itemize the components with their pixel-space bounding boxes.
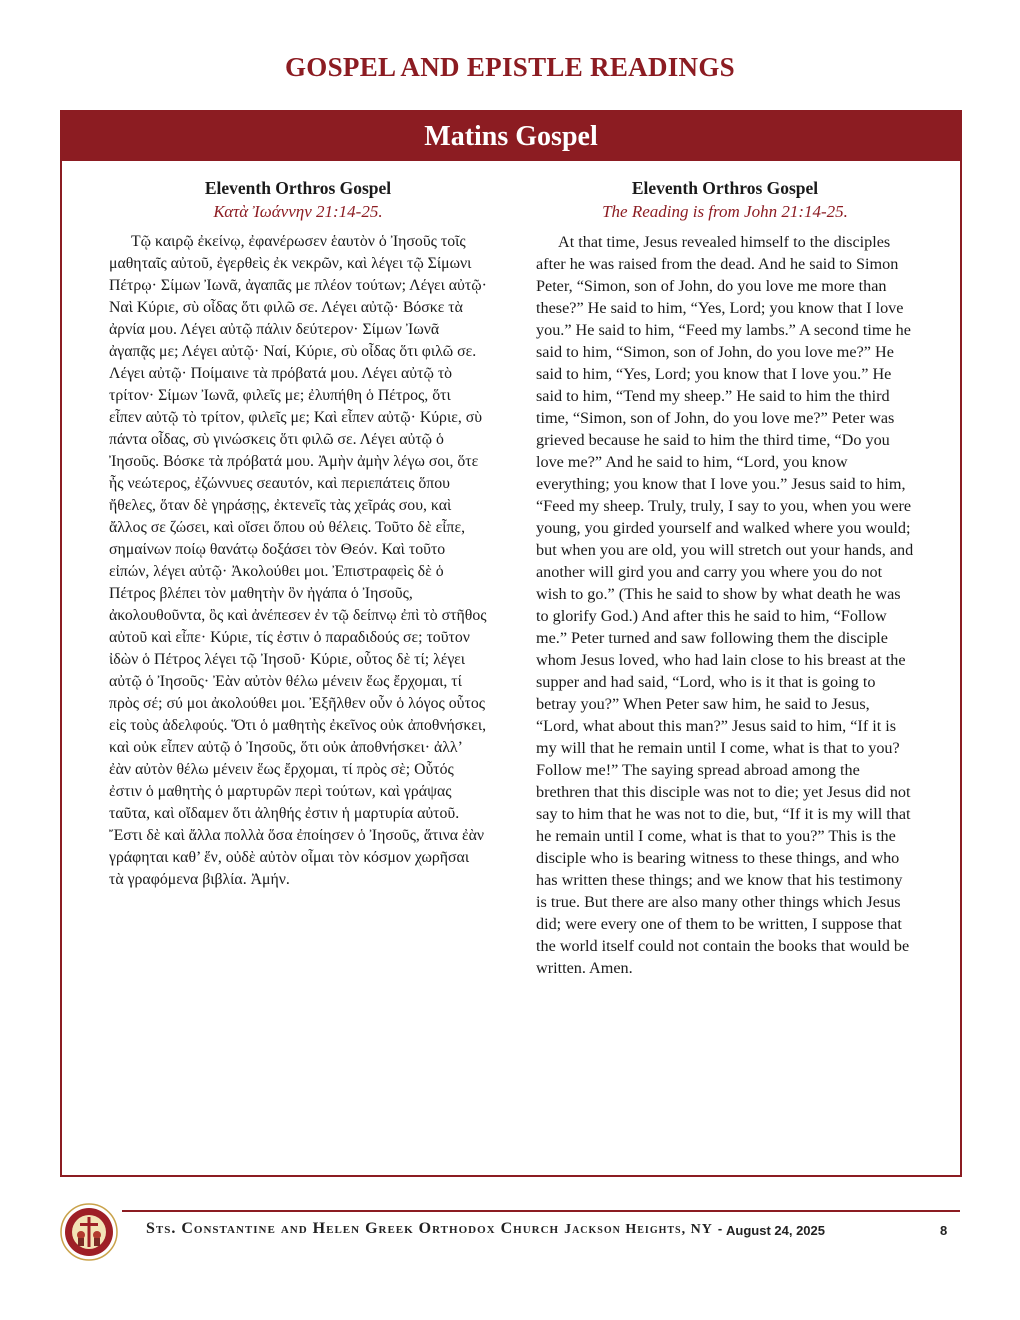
greek-heading: Eleventh Orthros Gospel bbox=[204, 178, 392, 198]
section-banner: Matins Gospel bbox=[62, 112, 960, 161]
church-seal-icon bbox=[60, 1203, 118, 1261]
english-heading: Eleventh Orthros Gospel bbox=[631, 178, 819, 198]
footer-city: Jackson Heights, NY bbox=[564, 1222, 713, 1237]
greek-reference: Κατὰ Ἰωάννην 21:14-25. bbox=[213, 202, 383, 221]
footer-church-name bbox=[146, 1220, 723, 1238]
greek-column bbox=[109, 176, 487, 891]
footer-rule bbox=[122, 1210, 960, 1212]
footer-date: August 24, 2025 bbox=[726, 1223, 825, 1238]
matins-gospel-section bbox=[60, 110, 962, 1177]
english-column bbox=[536, 176, 914, 979]
greek-text: Τῷ καιρῷ ἐκείνῳ, ἐφανέρωσεν ἑαυτὸν ὁ Ἰησοῦς τοῖς μαθηταῖς αὐτοῦ, ἐγερθεὶς ἐκ νεκρῶν, καὶ λέγει τῷ Σίμωνι Πέτρῳ· Σίμων Ἰωνᾶ, ἀγαπᾶς με πλέον τούτων; Λέγει αὐτῷ· Ναὶ Κύριε, σὺ οἶδας ὅτι φιλῶ σε. Λέγει αὐτῷ· Βόσκε τὰ ἀρνία μου. Λέγει αὐτῷ πάλιν δεύτερον· Σίμων Ἰωνᾶ ἀγαπᾷς με; Λέγει αὐτῷ· Ναί, Κύριε, σὺ οἶδας ὅτι φιλῶ σε. Λέγει αὐτῷ· Ποίμαινε τὰ πρόβατά μου. Λέγει αὐτῷ τὸ τρίτον· Σίμων Ἰωνᾶ, φιλεῖς με; ἐλυπήθη ὁ Πέτρος, ὅτι εἶπεν αὐτῷ τὸ τρίτον, φιλεῖς με; Καὶ εἶπεν αὐτῷ· Κύριε, σὺ πάντα οἶδας, σὺ γινώσκεις ὅτι φιλῶ σε. Λέγει αὐτῷ ὁ Ἰησοῦς. Βόσκε τὰ πρόβατά μου. Ἀμὴν ἀμὴν λέγω σοι, ὅτε ἦς νεώτερος, ἐζώννυες σεαυτόν, καὶ περιεπάτεις ὅπου ἤθελες, ὅταν δὲ γηράσῃς, ἐκτενεῖς τὰς χεῖράς σου, καὶ ἄλλος σε ζώσει, καὶ οἴσει ὅπου οὐ θέλεις. Τοῦτο δὲ εἶπε, σημαίνων ποίῳ θανάτῳ δοξάσει τὸν Θεόν. Καὶ τοῦτο εἰπών, λέγει αὐτῷ· Ἀκολούθει μοι. Ἐπιστραφεὶς δὲ ὁ Πέτρος βλέπει τὸν μαθητὴν ὃν ἠγάπα ὁ Ἰησοῦς, ἀκολουθοῦντα, ὃς καὶ ἀνέπεσεν ἐν τῷ δείπνῳ ἐπὶ τὸ στῆθος αὐτοῦ καὶ εἶπε· Κύριε, τίς ἐστιν ὁ παραδιδούς σε; τοῦτον ἰδὼν ὁ Πέτρος λέγει τῷ Ἰησοῦ· Κύριε, οὗτος δὲ τί; λέγει αὐτῷ ὁ Ἰησοῦς· Ἐὰν αὐτὸν θέλω μένειν ἕως ἔρχομαι, τί πρὸς σέ; σύ μοι ἀκολούθει μοι. Ἐξῆλθεν οὖν ὁ λόγος οὗτος εἰς τοὺς ἀδελφούς. Ὅτι ὁ μαθητὴς ἐκεῖνος οὐκ ἀποθνήσκει, καὶ οὐκ εἶπεν αὐτῷ ὁ Ἰησοῦς, ὅτι οὐκ ἀποθνήσκει· ἀλλ’ ἐὰν αὐτὸν θέλω μένειν ἕως ἔρχομαι, τί πρὸς σὲ; Οὗτός ἐστιν ὁ μαθητὴς ὁ μαρτυρῶν περὶ τούτων, καὶ γράψας ταῦτα, καὶ οἴδαμεν ὅτι ἀληθής ἐστιν ἡ μαρτυρία αὐτοῦ. Ἔστι δὲ καὶ ἄλλα πολλὰ ὅσα ἐποίησεν ὁ Ἰησοῦς, ἅτινα ἐὰν γράφηται καθ’ ἕν, οὐδὲ αὐτὸν οἶμαι τὸν κόσμον χωρῆσαι τὰ γραφόμενα βιβλία. Ἀμήν. bbox=[109, 233, 487, 888]
page-number: 8 bbox=[940, 1223, 948, 1238]
english-text: At that time, Jesus revealed himself to the disciples after he was raised from the dead. And he said to Simon Peter, “Simon, son of John, do you love me more than these?” He said to him, “Yes, Lord; you know that I love you.” He said to him, “Feed my lambs.” A second time he said to him, “Simon, son of John, do you love me?” He said to him, “Yes, Lord; you know that I love you.” He said to him, “Tend my sheep.” He said to him the third time, “Simon, son of John, do you love me?” Peter was grieved because he said to him the third time, “Do you love me?” And he said to him, “Lord, you know everything; you know that I love you.” Jesus said to him, “Feed my sheep. Truly, truly, I say to you, when you were young, you girded yourself and walked where you would; but when you are old, you will stretch out your hands, and another will gird you and carry you where you do not wish to go.” (This he said to show by what death he was to glorify God.) And after this he said to him, “Follow me.” Peter turned and saw following them the disciple whom Jesus loved, who had lain close to his breast at the supper and had said, “Lord, who is it that is going to betray you?” When Peter saw him, he said to Jesus, “Lord, what about this man?” Jesus said to him, “If it is my will that he remain until I come, what is that to you? Follow me!” The saying spread abroad among the brethren that this disciple was not to die; yet Jesus did not say to him that he was not to die, but, “If it is my will that he remain until I come, what is that to you?” This is the disciple who is bearing witness to these things, and who has written these things; and we know that his testimony is true. But there are also many other things which Jesus did; were every one of them to be written, I suppose that the world itself could not contain the books that would be written. Amen. bbox=[536, 233, 914, 977]
english-reference: The Reading is from John 21:14-25. bbox=[602, 202, 848, 221]
page-title: GOSPEL AND EPISTLE READINGS bbox=[285, 52, 735, 82]
footer-separator: - bbox=[717, 1221, 724, 1236]
footer-church: Sts. Constantine and Helen Greek Orthodox Church bbox=[146, 1220, 560, 1237]
